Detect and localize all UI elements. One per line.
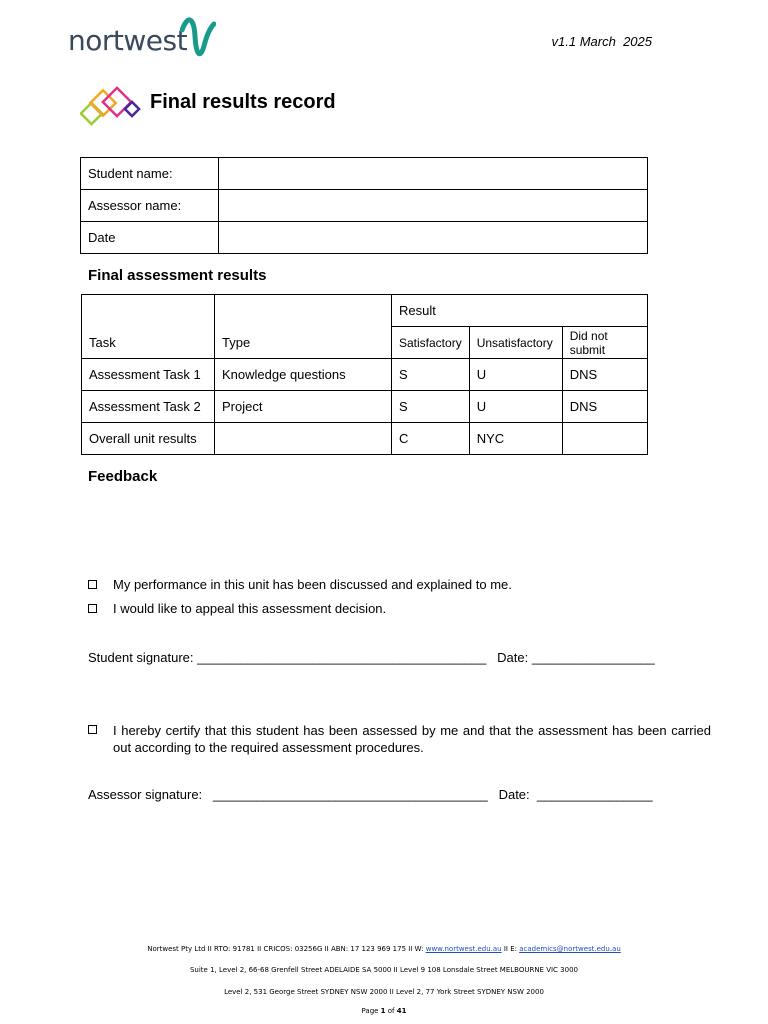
date-label: Date (81, 222, 219, 254)
page-of: of (385, 1007, 397, 1015)
assessor-name-field[interactable] (219, 190, 648, 222)
did-not-submit-header: Did not submit (562, 327, 647, 359)
email-link[interactable]: academics@nortwest.edu.au (519, 945, 621, 953)
unsatisfactory-cell[interactable]: U (469, 391, 562, 423)
dns-cell[interactable]: DNS (562, 359, 647, 391)
task-column-header: Task (82, 295, 215, 359)
student-name-field[interactable] (219, 158, 648, 190)
satisfactory-cell[interactable]: S (392, 391, 470, 423)
dns-cell[interactable]: DNS (562, 391, 647, 423)
satisfactory-cell[interactable]: S (392, 359, 470, 391)
task-cell: Assessment Task 2 (82, 391, 215, 423)
footer-company-line (0, 945, 768, 953)
assessor-name-label: Assessor name: (81, 190, 219, 222)
unsatisfactory-cell[interactable]: U (469, 359, 562, 391)
logo-wordmark: nortwest (68, 24, 188, 57)
type-cell (215, 423, 392, 455)
table-row (81, 222, 648, 254)
page-number (0, 1007, 768, 1015)
certify-checkbox-row[interactable] (88, 722, 711, 756)
student-signature-line[interactable]: Student signature: ________________________________________ Date: _________________ (88, 650, 655, 665)
student-info-table (80, 157, 648, 254)
discussed-label: My performance in this unit has been discussed and explained to me. (113, 577, 512, 592)
page-total: 41 (396, 1007, 407, 1015)
results-heading: Final assessment results (88, 267, 267, 284)
feedback-heading: Feedback (88, 468, 158, 485)
footer-address-line-1: Suite 1, Level 2, 66-68 Grenfell Street ADELAIDE SA 5000 II Level 9 108 Lonsdale Street MELBOURNE VIC 3000 (189, 966, 578, 974)
task-cell: Overall unit results (82, 423, 215, 455)
page-prefix: Page (361, 1007, 381, 1015)
student-name-label: Student name: (81, 158, 219, 190)
checkbox[interactable] (88, 580, 97, 589)
satisfactory-header: Satisfactory (392, 327, 470, 359)
table-row (82, 391, 648, 423)
version-label: v1.1 March 2025 (551, 34, 652, 49)
type-column-header: Type (215, 295, 392, 359)
date-field[interactable] (219, 222, 648, 254)
footer-company-info: Nortwest Pty Ltd II RTO: 91781 II CRICOS: 03256G II ABN: 17 123 969 175 II W: (147, 945, 426, 953)
footer-separator: II E: (501, 945, 520, 953)
dns-cell[interactable] (562, 423, 647, 455)
nortwest-logo (68, 12, 218, 64)
discussed-checkbox-row[interactable] (88, 577, 512, 592)
type-cell: Knowledge questions (215, 359, 392, 391)
table-row (82, 359, 648, 391)
checkbox[interactable] (88, 725, 97, 734)
footer-address-line-2: Level 2, 531 George Street SYDNEY NSW 2000 II Level 2, 77 York Street SYDNEY NSW 2000 (224, 988, 544, 996)
page-title: Final results record (150, 91, 336, 113)
result-column-header: Result (392, 295, 648, 327)
results-table (81, 294, 648, 455)
assessor-signature-line[interactable]: Assessor signature: ______________________________________ Date: ________________ (88, 787, 653, 802)
checkbox[interactable] (88, 604, 97, 613)
type-cell: Project (215, 391, 392, 423)
unsatisfactory-header: Unsatisfactory (469, 327, 562, 359)
appeal-checkbox-row[interactable] (88, 601, 386, 616)
appeal-label: I would like to appeal this assessment decision. (113, 601, 387, 616)
task-cell: Assessment Task 1 (82, 359, 215, 391)
certify-label: I hereby certify that this student has been assessed by me and that the assessment has been carried out according to the required assessment procedures. (113, 723, 711, 755)
competent-cell[interactable]: C (392, 423, 470, 455)
table-row (82, 423, 648, 455)
page-current: 1 (380, 1007, 386, 1015)
diamonds-icon (80, 84, 144, 130)
not-yet-competent-cell[interactable]: NYC (469, 423, 562, 455)
wave-icon (180, 12, 216, 64)
website-link[interactable]: www.nortwest.edu.au (425, 945, 502, 953)
table-header-row (82, 295, 648, 327)
table-row (81, 190, 648, 222)
table-row (81, 158, 648, 190)
